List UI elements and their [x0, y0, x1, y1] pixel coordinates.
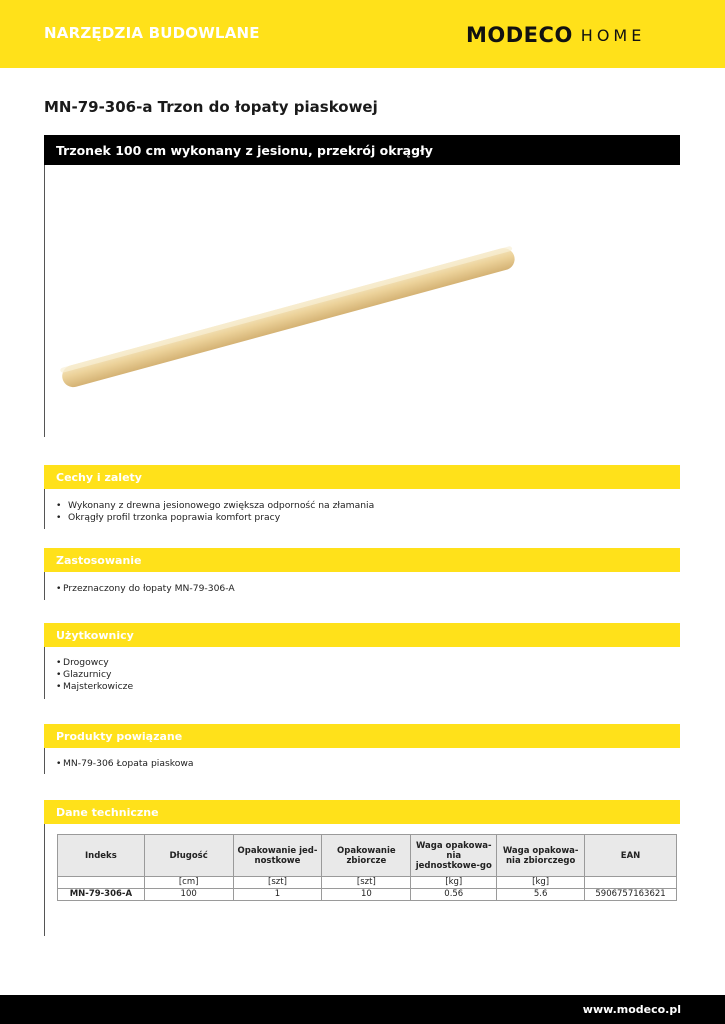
tech-table: [57, 834, 677, 901]
users-title: Użytkownicy: [56, 629, 134, 642]
list-item: • Wykonany z drewna jesionowego zwiększa odporność na złamania: [56, 500, 374, 512]
list-item: • Majsterkowicze: [56, 681, 133, 693]
section-divider: [44, 647, 45, 699]
section-divider: [44, 489, 45, 529]
related-title: Produkty powiązane: [56, 730, 183, 743]
list-item: • Okrągły profil trzonka poprawia komfort pracy: [56, 512, 374, 524]
table-row: [58, 889, 677, 901]
list-item: • Glazurnicy: [56, 669, 133, 681]
column-header: Opakowanie zbiorcze: [322, 835, 411, 877]
section-divider: [44, 824, 45, 936]
list-item: • Przeznaczony do łopaty MN-79-306-A: [56, 583, 235, 595]
product-subtitle: Trzonek 100 cm wykonany z jesionu, przekrój okrągły: [56, 143, 433, 158]
features-header: [44, 465, 680, 489]
column-header: Waga opakowa-nia jednostkowe-go: [411, 835, 497, 877]
table-cell: 5906757163621: [585, 889, 677, 901]
users-header: [44, 623, 680, 647]
tech-title: Dane techniczne: [56, 806, 159, 819]
table-units-row: [58, 877, 677, 889]
table-cell: 1: [233, 889, 322, 901]
unit-cell: [kg]: [497, 877, 585, 889]
unit-cell: [szt]: [322, 877, 411, 889]
footer-bar: [0, 995, 725, 1024]
table-cell: 5.6: [497, 889, 585, 901]
features-list: [56, 500, 374, 524]
column-header: Indeks: [58, 835, 145, 877]
list-item: • Drogowcy: [56, 657, 133, 669]
table-cell: 100: [144, 889, 233, 901]
usage-title: Zastosowanie: [56, 554, 142, 567]
column-header: EAN: [585, 835, 677, 877]
logo-brand: MODECO: [466, 23, 573, 47]
usage-list: [56, 583, 235, 595]
table-cell: 10: [322, 889, 411, 901]
column-header: Opakowanie jed-nostkowe: [233, 835, 322, 877]
usage-header: [44, 548, 680, 572]
unit-cell: [585, 877, 677, 889]
features-title: Cechy i zalety: [56, 471, 142, 484]
unit-cell: [kg]: [411, 877, 497, 889]
header-bar: [0, 0, 725, 68]
footer-url[interactable]: www.modeco.pl: [582, 1003, 681, 1016]
logo-suffix: HOME: [580, 25, 646, 45]
section-divider: [44, 572, 45, 600]
unit-cell: [cm]: [144, 877, 233, 889]
column-header: Waga opakowa-nia zbiorczego: [497, 835, 585, 877]
product-image: [45, 166, 645, 436]
table-cell: MN-79-306-A: [58, 889, 145, 901]
users-list: [56, 657, 133, 693]
table-cell: 0.56: [411, 889, 497, 901]
list-item: • MN-79-306 Łopata piaskowa: [56, 758, 194, 770]
product-subtitle-bar: [44, 135, 680, 165]
unit-cell: [szt]: [233, 877, 322, 889]
tech-header: [44, 800, 680, 824]
related-header: [44, 724, 680, 748]
related-list: [56, 758, 194, 770]
category-title: NARZĘDZIA BUDOWLANE: [44, 24, 260, 42]
product-title: MN-79-306-a Trzon do łopaty piaskowej: [44, 98, 378, 116]
brand-logo: [466, 22, 645, 48]
section-divider: [44, 748, 45, 774]
table-header-row: [58, 835, 677, 877]
unit-cell: [58, 877, 145, 889]
column-header: Długość: [144, 835, 233, 877]
